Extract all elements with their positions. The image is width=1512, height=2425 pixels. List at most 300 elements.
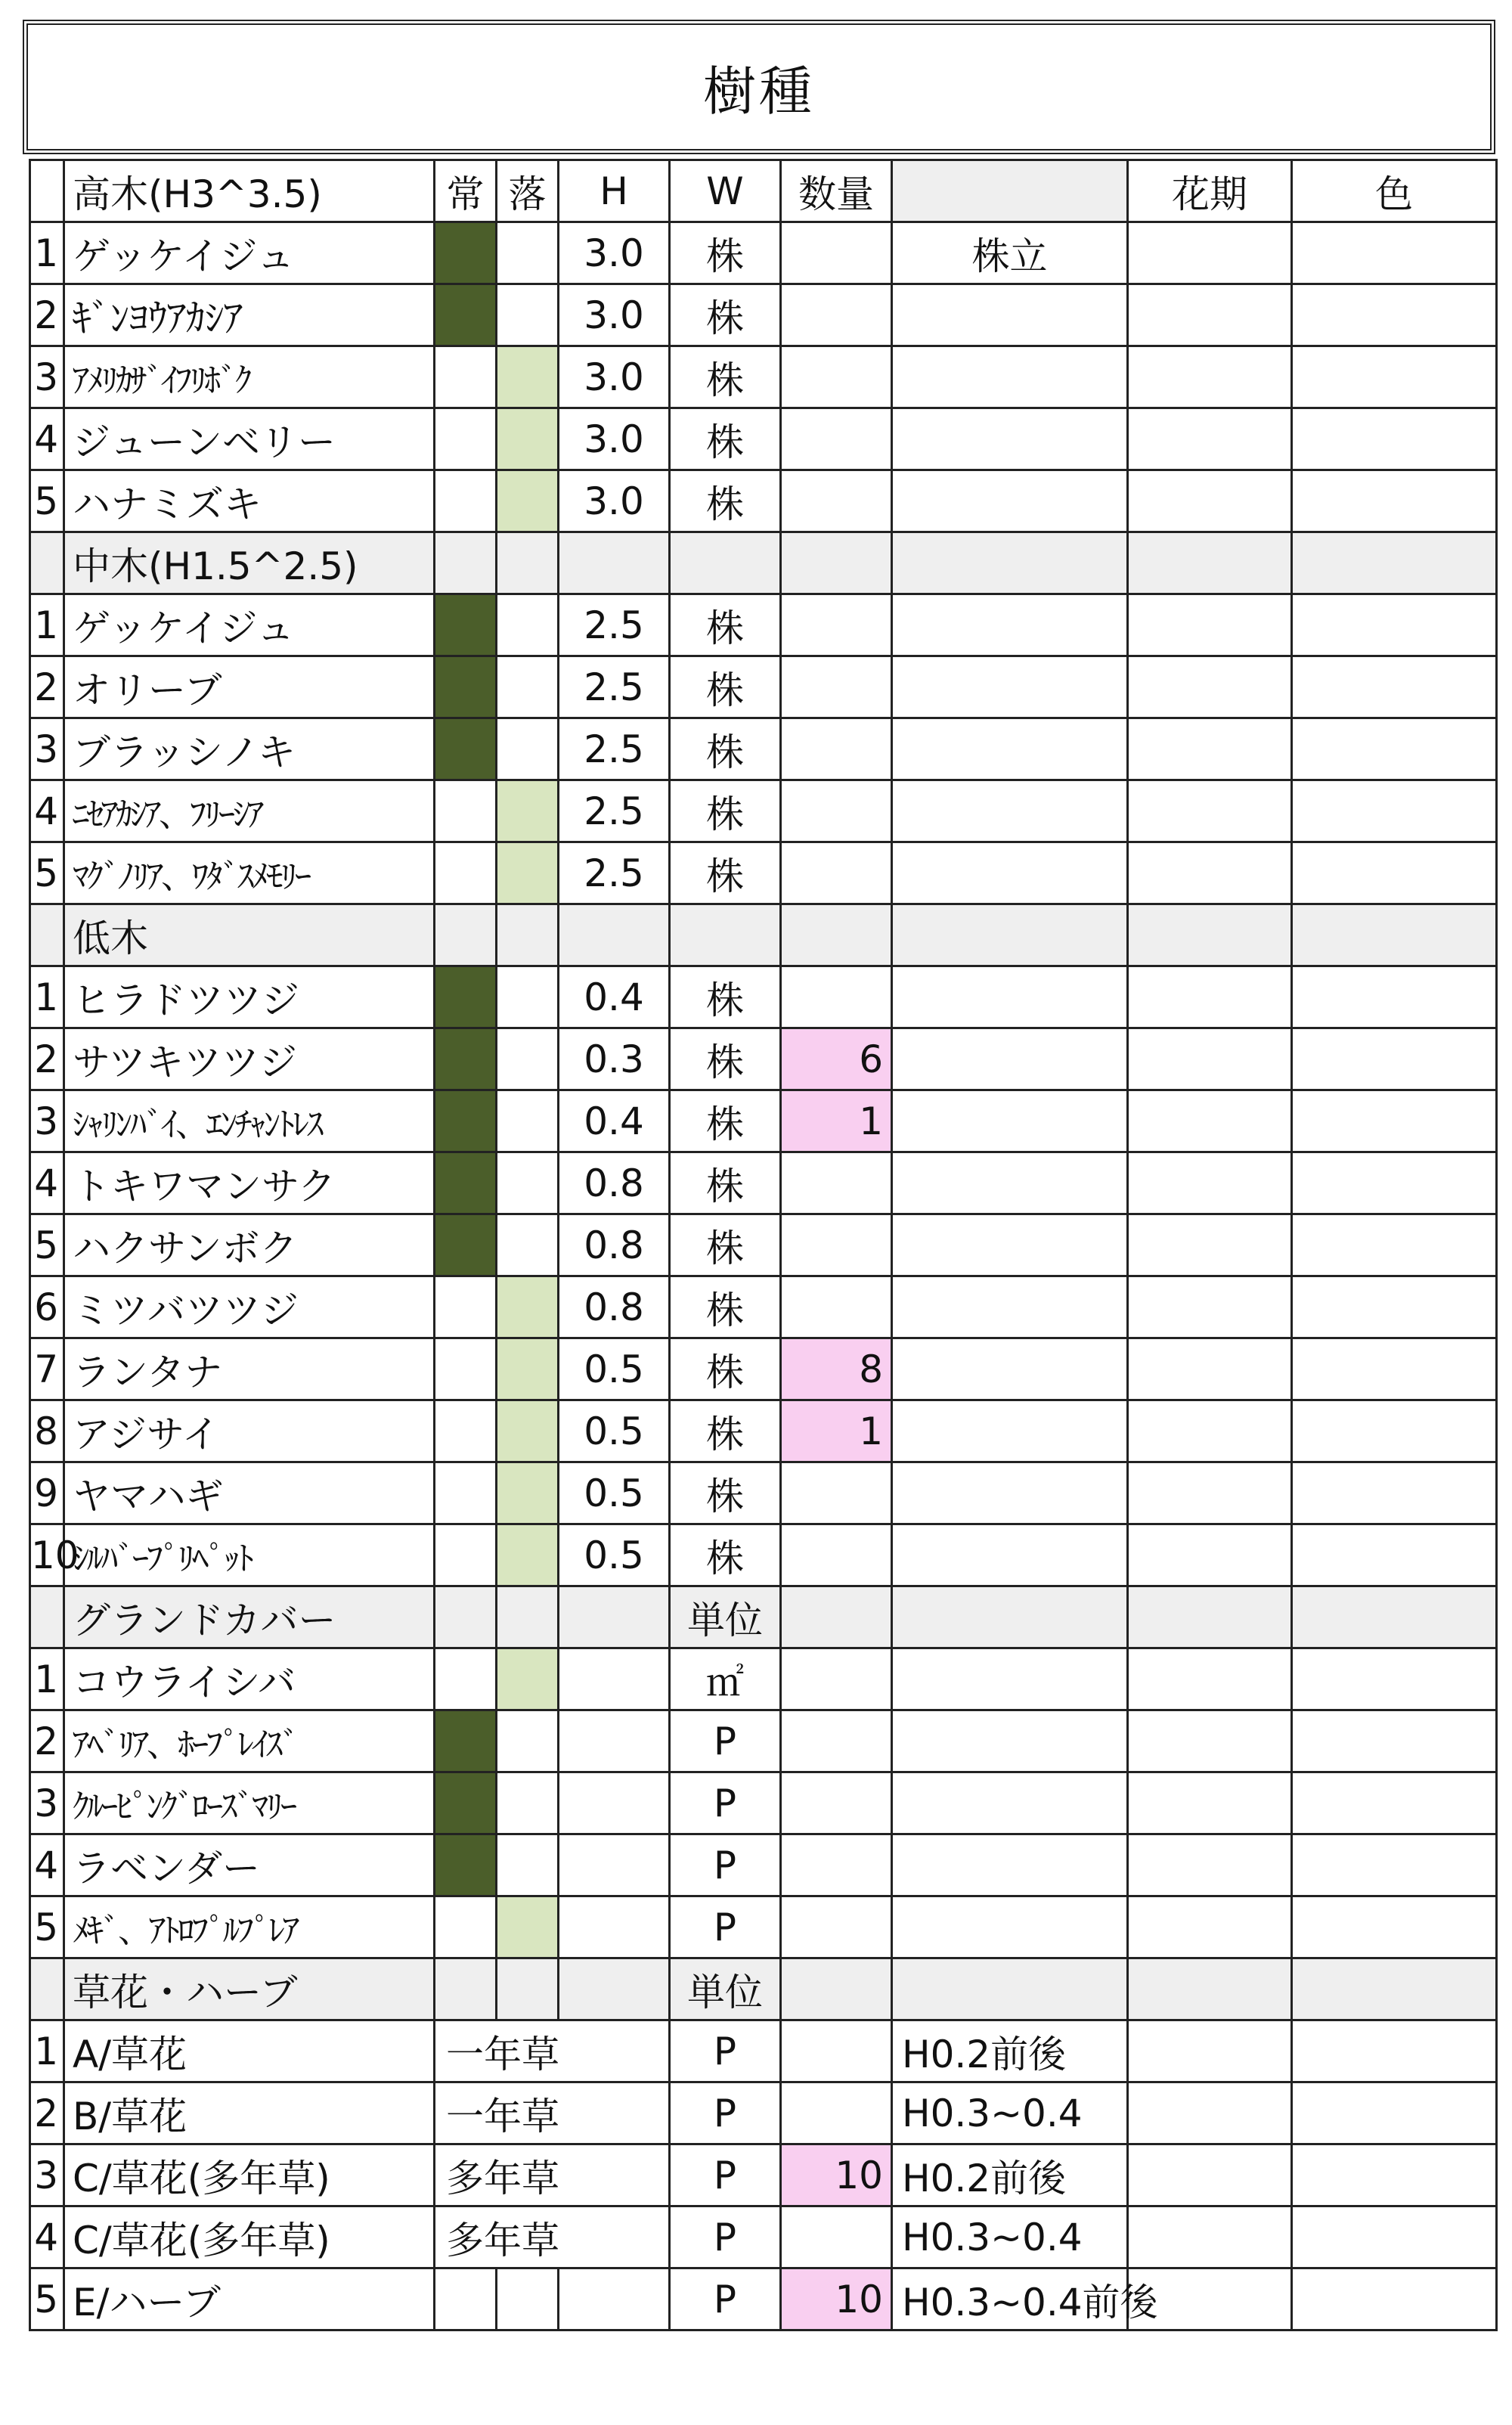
height-cell: 0.4 — [559, 966, 670, 1028]
flower-period-cell — [1128, 718, 1292, 780]
note-cell — [892, 1834, 1128, 1896]
flower-period-cell — [1128, 1772, 1292, 1834]
header-qty: 数量 — [781, 160, 892, 222]
section-qty — [781, 1958, 892, 2020]
table-row — [30, 408, 1497, 470]
section-row-mid — [30, 532, 1497, 594]
evergreen-cell — [435, 1028, 497, 1090]
species-name: ｷﾞﾝﾖｳｱｶｼｱ — [64, 284, 435, 346]
species-name: ｸﾙｰﾋﾟﾝｸﾞﾛｰｽﾞﾏﾘｰ — [64, 1772, 435, 1834]
flower-period-cell — [1128, 656, 1292, 718]
species-name: B/草花 — [64, 2082, 435, 2144]
row-number: 4 — [30, 2206, 64, 2268]
table-row — [30, 2082, 1497, 2144]
quantity-cell: 6 — [781, 1028, 892, 1090]
species-name: C/草花(多年草) — [64, 2144, 435, 2206]
width-unit-cell: 株 — [670, 284, 781, 346]
section-no — [30, 1586, 64, 1648]
section-qty — [781, 904, 892, 966]
height-cell: 2.5 — [559, 656, 670, 718]
deciduous-cell — [497, 656, 559, 718]
height-cell: 0.3 — [559, 1028, 670, 1090]
color-cell — [1292, 2268, 1497, 2330]
quantity-cell — [781, 284, 892, 346]
quantity-cell — [781, 222, 892, 284]
table-row — [30, 346, 1497, 408]
width-unit-cell: 株 — [670, 842, 781, 904]
flower-period-cell — [1128, 1462, 1292, 1524]
height-cell: 3.0 — [559, 346, 670, 408]
section-unit: 単位 — [670, 1586, 781, 1648]
quantity-cell: 10 — [781, 2268, 892, 2330]
row-number: 3 — [30, 346, 64, 408]
height-cell — [559, 1648, 670, 1710]
section-unit: 単位 — [670, 1958, 781, 2020]
header-deciduous: 落 — [497, 160, 559, 222]
section-flower — [1128, 532, 1292, 594]
color-cell — [1292, 1276, 1497, 1338]
note-cell: H0.2前後 — [892, 2020, 1128, 2082]
deciduous-cell — [497, 1896, 559, 1958]
section-color — [1292, 1586, 1497, 1648]
species-name: ｱﾍﾞﾘｱ、ﾎｰﾌﾟﾚｲｽﾞ — [64, 1710, 435, 1772]
color-cell — [1292, 1896, 1497, 1958]
species-name: ヒラドツツジ — [64, 966, 435, 1028]
plant-type-label: 多年草 — [435, 2206, 670, 2268]
section-row-cover — [30, 1586, 1497, 1648]
deciduous-cell — [497, 1462, 559, 1524]
deciduous-cell — [497, 346, 559, 408]
height-cell: 3.0 — [559, 222, 670, 284]
row-number: 5 — [30, 1896, 64, 1958]
quantity-cell — [781, 2206, 892, 2268]
table-row — [30, 2020, 1497, 2082]
table-row — [30, 1028, 1497, 1090]
quantity-cell: 10 — [781, 2144, 892, 2206]
note-cell — [892, 780, 1128, 842]
quantity-cell — [781, 1710, 892, 1772]
row-number: 9 — [30, 1462, 64, 1524]
note-cell — [892, 1896, 1128, 1958]
flower-period-cell — [1128, 284, 1292, 346]
section-title: グランドカバー — [64, 1586, 435, 1648]
color-cell — [1292, 1400, 1497, 1462]
width-unit-cell: 株 — [670, 594, 781, 656]
table-row — [30, 222, 1497, 284]
flower-period-cell — [1128, 408, 1292, 470]
quantity-cell — [781, 408, 892, 470]
header-h: H — [559, 160, 670, 222]
evergreen-cell — [435, 1152, 497, 1214]
species-name: ｼｬﾘﾝﾊﾞｲ、ｴﾝﾁｬﾝﾄﾚｽ — [64, 1090, 435, 1152]
species-name: E/ハーブ — [64, 2268, 435, 2330]
section-evergreen — [435, 532, 497, 594]
flower-period-cell — [1128, 2206, 1292, 2268]
quantity-cell: 1 — [781, 1090, 892, 1152]
note-cell: H0.3~0.4 — [892, 2082, 1128, 2144]
quantity-cell — [781, 1896, 892, 1958]
species-name: ラベンダー — [64, 1834, 435, 1896]
table-row — [30, 1648, 1497, 1710]
width-unit-cell: 株 — [670, 1090, 781, 1152]
color-cell — [1292, 1462, 1497, 1524]
flower-period-cell — [1128, 1090, 1292, 1152]
height-cell: 2.5 — [559, 842, 670, 904]
quantity-cell — [781, 470, 892, 532]
color-cell — [1292, 2082, 1497, 2144]
color-cell — [1292, 718, 1497, 780]
table-row — [30, 1338, 1497, 1400]
row-number: 1 — [30, 222, 64, 284]
flower-period-cell — [1128, 2082, 1292, 2144]
row-number: 8 — [30, 1400, 64, 1462]
evergreen-cell — [435, 470, 497, 532]
section-h — [559, 532, 670, 594]
deciduous-cell — [497, 1276, 559, 1338]
quantity-cell — [781, 718, 892, 780]
species-name: ハナミズキ — [64, 470, 435, 532]
flower-period-cell — [1128, 594, 1292, 656]
color-cell — [1292, 408, 1497, 470]
width-unit-cell: 株 — [670, 470, 781, 532]
quantity-cell — [781, 1152, 892, 1214]
color-cell — [1292, 346, 1497, 408]
note-cell — [892, 1462, 1128, 1524]
table-row — [30, 1524, 1497, 1586]
species-name: オリーブ — [64, 656, 435, 718]
evergreen-cell — [435, 1772, 497, 1834]
deciduous-cell — [497, 1834, 559, 1896]
evergreen-cell — [435, 1462, 497, 1524]
table-row — [30, 1772, 1497, 1834]
flower-period-cell — [1128, 1400, 1292, 1462]
row-number: 3 — [30, 1772, 64, 1834]
color-cell — [1292, 1152, 1497, 1214]
deciduous-cell — [497, 1524, 559, 1586]
width-unit-cell: 株 — [670, 1028, 781, 1090]
note-cell — [892, 842, 1128, 904]
header-no — [30, 160, 64, 222]
section-unit — [670, 904, 781, 966]
width-unit-cell: 株 — [670, 1152, 781, 1214]
evergreen-cell — [435, 284, 497, 346]
section-note — [892, 904, 1128, 966]
deciduous-cell — [497, 594, 559, 656]
color-cell — [1292, 1090, 1497, 1152]
row-number: 5 — [30, 842, 64, 904]
row-number: 2 — [30, 284, 64, 346]
width-unit-cell: P — [670, 1834, 781, 1896]
table-row — [30, 2268, 1497, 2330]
note-cell — [892, 408, 1128, 470]
flower-period-cell — [1128, 1338, 1292, 1400]
deciduous-cell — [497, 222, 559, 284]
sheet-title-box — [23, 20, 1495, 154]
flower-period-cell — [1128, 2144, 1292, 2206]
quantity-cell — [781, 1524, 892, 1586]
table-row — [30, 1462, 1497, 1524]
row-number: 2 — [30, 1710, 64, 1772]
evergreen-cell — [435, 842, 497, 904]
height-cell: 3.0 — [559, 408, 670, 470]
section-unit — [670, 532, 781, 594]
note-cell — [892, 1090, 1128, 1152]
header-flower-period: 花期 — [1128, 160, 1292, 222]
quantity-cell — [781, 1648, 892, 1710]
table-row — [30, 1090, 1497, 1152]
flower-period-cell — [1128, 842, 1292, 904]
color-cell — [1292, 594, 1497, 656]
header-row — [30, 160, 1497, 222]
width-unit-cell: 株 — [670, 966, 781, 1028]
species-name: ランタナ — [64, 1338, 435, 1400]
row-number: 3 — [30, 1090, 64, 1152]
note-cell: H0.3~0.4 — [892, 2206, 1128, 2268]
row-number: 5 — [30, 2268, 64, 2330]
species-name: ミツバツツジ — [64, 1276, 435, 1338]
table-row — [30, 2144, 1497, 2206]
section-row-herb — [30, 1958, 1497, 2020]
flower-period-cell — [1128, 1276, 1292, 1338]
color-cell — [1292, 2020, 1497, 2082]
height-cell — [559, 1772, 670, 1834]
note-cell — [892, 1214, 1128, 1276]
evergreen-cell — [435, 2268, 497, 2330]
flower-period-cell — [1128, 1834, 1292, 1896]
section-qty — [781, 532, 892, 594]
section-color — [1292, 904, 1497, 966]
deciduous-cell — [497, 1152, 559, 1214]
evergreen-cell — [435, 1090, 497, 1152]
plant-type-label: 多年草 — [435, 2144, 670, 2206]
flower-period-cell — [1128, 966, 1292, 1028]
sheet-title: 樹種 — [703, 60, 815, 122]
table-row — [30, 780, 1497, 842]
flower-period-cell — [1128, 1648, 1292, 1710]
evergreen-cell — [435, 1648, 497, 1710]
color-cell — [1292, 2206, 1497, 2268]
note-cell — [892, 1524, 1128, 1586]
section-note — [892, 1586, 1128, 1648]
deciduous-cell — [497, 470, 559, 532]
row-number: 10 — [30, 1524, 64, 1586]
quantity-cell — [781, 2082, 892, 2144]
evergreen-cell — [435, 594, 497, 656]
quantity-cell — [781, 842, 892, 904]
row-number: 5 — [30, 1214, 64, 1276]
row-number: 1 — [30, 966, 64, 1028]
row-number: 1 — [30, 1648, 64, 1710]
section-evergreen — [435, 904, 497, 966]
height-cell — [559, 1834, 670, 1896]
width-unit-cell: P — [670, 1772, 781, 1834]
height-cell: 0.8 — [559, 1214, 670, 1276]
note-cell — [892, 966, 1128, 1028]
height-cell: 0.5 — [559, 1400, 670, 1462]
evergreen-cell — [435, 346, 497, 408]
note-cell — [892, 1648, 1128, 1710]
flower-period-cell — [1128, 346, 1292, 408]
height-cell — [559, 2268, 670, 2330]
evergreen-cell — [435, 1834, 497, 1896]
evergreen-cell — [435, 1710, 497, 1772]
color-cell — [1292, 1028, 1497, 1090]
deciduous-cell — [497, 1338, 559, 1400]
note-cell — [892, 1710, 1128, 1772]
header-w: W — [670, 160, 781, 222]
color-cell — [1292, 1648, 1497, 1710]
note-cell — [892, 1400, 1128, 1462]
section-flower — [1128, 1586, 1292, 1648]
width-unit-cell: 株 — [670, 1338, 781, 1400]
evergreen-cell — [435, 1338, 497, 1400]
table-row — [30, 718, 1497, 780]
evergreen-cell — [435, 1400, 497, 1462]
deciduous-cell — [497, 1214, 559, 1276]
table-row — [30, 284, 1497, 346]
evergreen-cell — [435, 718, 497, 780]
section-title: 低木 — [64, 904, 435, 966]
flower-period-cell — [1128, 1214, 1292, 1276]
row-number: 2 — [30, 1028, 64, 1090]
height-cell: 0.5 — [559, 1462, 670, 1524]
table-row — [30, 1152, 1497, 1214]
note-cell — [892, 1028, 1128, 1090]
quantity-cell — [781, 1772, 892, 1834]
color-cell — [1292, 656, 1497, 718]
color-cell — [1292, 222, 1497, 284]
height-cell: 0.5 — [559, 1524, 670, 1586]
section-flower — [1128, 904, 1292, 966]
width-unit-cell: 株 — [670, 718, 781, 780]
deciduous-cell — [497, 1090, 559, 1152]
section-color — [1292, 532, 1497, 594]
quantity-cell — [781, 1462, 892, 1524]
row-number: 6 — [30, 1276, 64, 1338]
quantity-cell: 8 — [781, 1338, 892, 1400]
deciduous-cell — [497, 780, 559, 842]
deciduous-cell — [497, 718, 559, 780]
section-h — [559, 1958, 670, 2020]
note-cell — [892, 284, 1128, 346]
tree-species-table — [29, 159, 1498, 2331]
section-flower — [1128, 1958, 1292, 2020]
width-unit-cell: P — [670, 2206, 781, 2268]
evergreen-cell — [435, 780, 497, 842]
height-cell: 2.5 — [559, 594, 670, 656]
flower-period-cell — [1128, 1524, 1292, 1586]
quantity-cell — [781, 656, 892, 718]
width-unit-cell: 株 — [670, 1276, 781, 1338]
section-note — [892, 1958, 1128, 2020]
color-cell — [1292, 2144, 1497, 2206]
species-name: ゲッケイジュ — [64, 594, 435, 656]
note-cell — [892, 594, 1128, 656]
width-unit-cell: 株 — [670, 1524, 781, 1586]
row-number: 4 — [30, 1152, 64, 1214]
height-cell: 2.5 — [559, 780, 670, 842]
quantity-cell — [781, 594, 892, 656]
species-name: アジサイ — [64, 1400, 435, 1462]
height-cell: 0.4 — [559, 1090, 670, 1152]
height-cell: 3.0 — [559, 470, 670, 532]
color-cell — [1292, 1834, 1497, 1896]
species-name: ｱﾒﾘｶｻﾞｲﾌﾘﾎﾞｸ — [64, 346, 435, 408]
evergreen-cell — [435, 1524, 497, 1586]
section-no — [30, 904, 64, 966]
flower-period-cell — [1128, 1152, 1292, 1214]
row-number: 4 — [30, 1834, 64, 1896]
row-number: 1 — [30, 594, 64, 656]
width-unit-cell: 株 — [670, 1400, 781, 1462]
deciduous-cell — [497, 1710, 559, 1772]
species-name: ｼﾙﾊﾞｰﾌﾟﾘﾍﾟｯﾄ — [64, 1524, 435, 1586]
width-unit-cell: P — [670, 2268, 781, 2330]
note-cell — [892, 1152, 1128, 1214]
height-cell: 0.8 — [559, 1152, 670, 1214]
species-name: トキワマンサク — [64, 1152, 435, 1214]
evergreen-cell — [435, 966, 497, 1028]
header-evergreen: 常 — [435, 160, 497, 222]
width-unit-cell: 株 — [670, 1462, 781, 1524]
deciduous-cell — [497, 2268, 559, 2330]
section-qty — [781, 1586, 892, 1648]
section-note — [892, 532, 1128, 594]
height-cell — [559, 1710, 670, 1772]
row-number: 3 — [30, 2144, 64, 2206]
header-blank — [892, 160, 1128, 222]
table-row — [30, 470, 1497, 532]
table-row — [30, 966, 1497, 1028]
header-group-title: 高木(H3^3.5) — [64, 160, 435, 222]
row-number: 4 — [30, 780, 64, 842]
note-cell — [892, 718, 1128, 780]
section-deciduous — [497, 904, 559, 966]
height-cell: 2.5 — [559, 718, 670, 780]
table-row — [30, 1834, 1497, 1896]
color-cell — [1292, 842, 1497, 904]
color-cell — [1292, 1214, 1497, 1276]
section-title: 中木(H1.5^2.5) — [64, 532, 435, 594]
row-number: 5 — [30, 470, 64, 532]
flower-period-cell — [1128, 780, 1292, 842]
section-no — [30, 532, 64, 594]
table-row — [30, 1896, 1497, 1958]
flower-period-cell — [1128, 1710, 1292, 1772]
row-number: 2 — [30, 2082, 64, 2144]
deciduous-cell — [497, 408, 559, 470]
note-cell — [892, 656, 1128, 718]
row-number: 2 — [30, 656, 64, 718]
row-number: 1 — [30, 2020, 64, 2082]
table-row — [30, 2206, 1497, 2268]
section-h — [559, 904, 670, 966]
quantity-cell — [781, 966, 892, 1028]
deciduous-cell — [497, 966, 559, 1028]
note-cell — [892, 470, 1128, 532]
width-unit-cell: 株 — [670, 780, 781, 842]
color-cell — [1292, 1338, 1497, 1400]
width-unit-cell: P — [670, 2144, 781, 2206]
table-body — [30, 160, 1497, 2330]
height-cell: 0.5 — [559, 1338, 670, 1400]
species-name: ﾒｷﾞ、ｱﾄﾛﾌﾟﾙﾌﾟﾚｱ — [64, 1896, 435, 1958]
height-cell — [559, 1896, 670, 1958]
quantity-cell — [781, 346, 892, 408]
width-unit-cell: 株 — [670, 346, 781, 408]
evergreen-cell — [435, 1214, 497, 1276]
width-unit-cell: P — [670, 2082, 781, 2144]
